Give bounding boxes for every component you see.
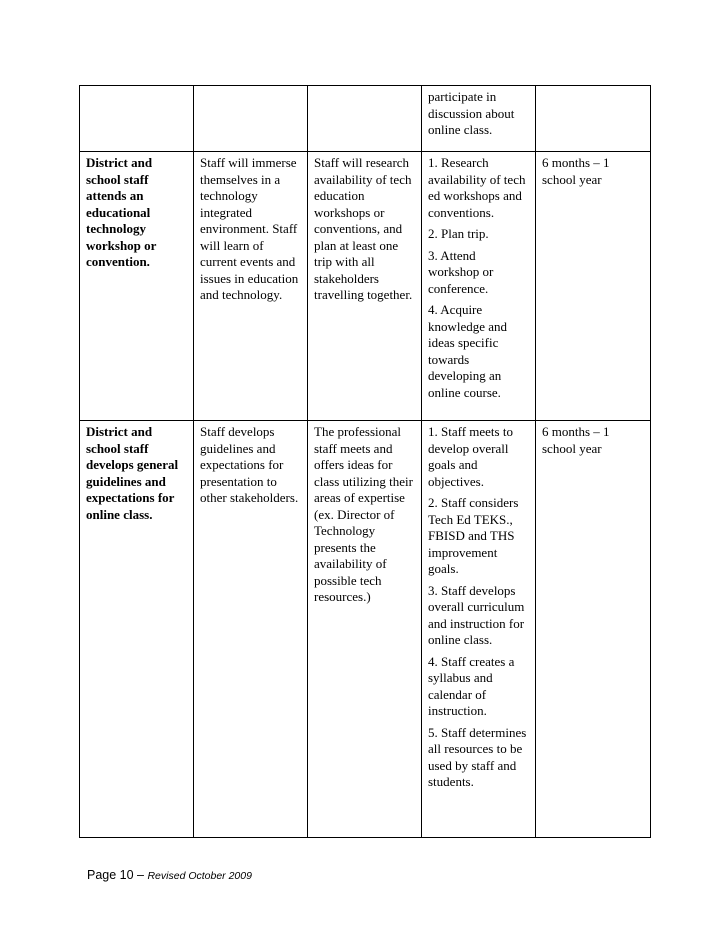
action-cell: District and school staff develops general guidelines and expectations for online class. [80,421,194,838]
responsibility-cell [194,86,308,152]
step-item: participate in discussion about online class. [428,89,515,137]
steps-cell [422,86,536,152]
page-footer [87,868,252,882]
timeline-cell: 6 months – 1 school year [536,152,651,421]
step-item: 1. Staff meets to develop overall goals and objectives. [428,424,513,489]
step-item: 2. Staff considers Tech Ed TEKS., FBISD and THS improvement goals. [428,495,519,576]
steps-cell [422,421,536,838]
responsibility-cell: Staff will immerse themselves in a technology integrated environment. Staff will learn of current events and issues in education and technology. [194,152,308,421]
table-row [80,152,651,421]
evidence-cell: Staff will research availability of tech education workshops or conventions, and plan at least one trip with all stakeholders travelling together. [308,152,422,421]
step-item: 1. Research availability of tech ed workshops and conventions. [428,155,526,220]
action-cell: District and school staff attends an educational technology workshop or convention. [80,152,194,421]
step-item: 4. Acquire knowledge and ideas specific towards developing an online course. [428,302,508,400]
action-cell [80,86,194,152]
responsibility-cell: Staff develops guidelines and expectations for presentation to other stakeholders. [194,421,308,838]
timeline-cell [536,86,651,152]
timeline-cell: 6 months – 1 school year [536,421,651,838]
step-item: 4. Staff creates a syllabus and calendar of instruction. [428,653,515,718]
step-item: 3. Attend workshop or conference. [428,247,494,296]
page-number: Page 10 – [87,868,148,882]
evidence-cell [308,86,422,152]
step-item: 5. Staff determines all resources to be used by staff and students. [428,724,527,789]
plan-table [79,85,651,838]
table-row [80,86,651,152]
steps-cell [422,152,536,421]
step-item: 2. Plan trip. [428,226,489,241]
evidence-cell: The professional staff meets and offers ideas for class utilizing their areas of expertise (ex. Director of Technology presents the availability of possible tech resources.) [308,421,422,838]
table-row [80,421,651,838]
step-item: 3. Staff develops overall curriculum and instruction for online class. [428,582,525,647]
revision-date: Revised October 2009 [147,870,252,882]
